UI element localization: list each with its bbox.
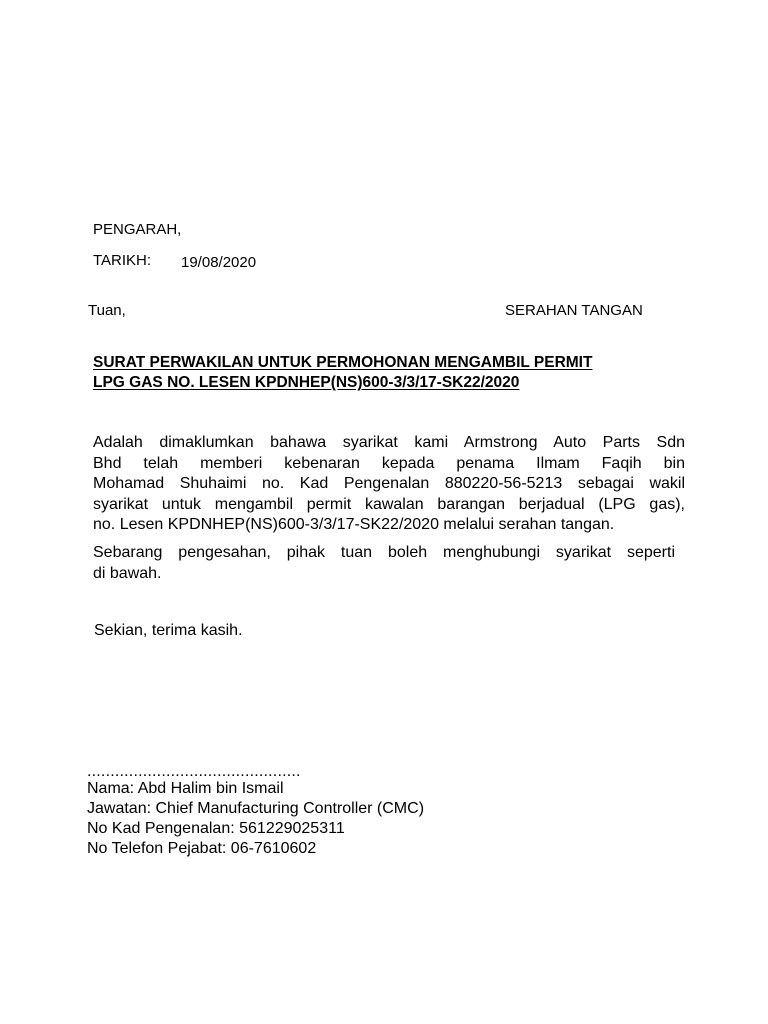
paragraph-1-line: Bhd telah memberi kebenaran kepada penama Ilmam Faqih bin	[93, 454, 685, 472]
signatory-position: Jawatan: Chief Manufacturing Controller (CMC)	[87, 800, 425, 817]
salutation: Tuan,	[88, 302, 126, 319]
signatory-ic: No Kad Pengenalan: 561229025311	[87, 820, 345, 837]
date-value: 19/08/2020	[181, 254, 257, 271]
signatory-name: Nama: Abd Halim bin Ismail	[87, 780, 284, 797]
paragraph-2-line: Sebarang pengesahan, pihak tuan boleh menghubungi syarikat seperti	[93, 544, 675, 561]
signature-dotted-line: ..............................................	[87, 763, 301, 780]
body-paragraph-2	[93, 543, 675, 584]
recipient-line: PENGARAH,	[93, 221, 182, 238]
body-paragraph-1	[93, 433, 685, 536]
paragraph-1-line: no. Lesen KPDNHEP(NS)600-3/3/17-SK22/2020 melalui serahan tangan.	[93, 516, 615, 533]
signatory-phone: No Telefon Pejabat: 06-7610602	[87, 840, 317, 857]
paragraph-2-line: di bawah.	[93, 564, 162, 582]
title-line-2: LPG GAS NO. LESEN KPDNHEP(NS)600-3/3/17-SK22/2020	[93, 374, 520, 391]
paragraph-1-line: Mohamad Shuhaimi no. Kad Pengenalan 880220-56-5213 sebagai wakil	[93, 475, 685, 492]
paragraph-1-line: Adalah dimaklumkan bahawa syarikat kami Armstrong Auto Parts Sdn	[93, 434, 685, 451]
date-label: TARIKH:	[93, 252, 152, 269]
paragraph-1-line: syarikat untuk mengambil permit kawalan barangan berjadual (LPG gas),	[93, 495, 685, 513]
title-line-1: SURAT PERWAKILAN UNTUK PERMOHONAN MENGAMBIL PERMIT	[93, 354, 593, 371]
letter-title	[93, 353, 693, 393]
closing-line: Sekian, terima kasih.	[94, 622, 243, 639]
handover-label: SERAHAN TANGAN	[505, 302, 643, 319]
